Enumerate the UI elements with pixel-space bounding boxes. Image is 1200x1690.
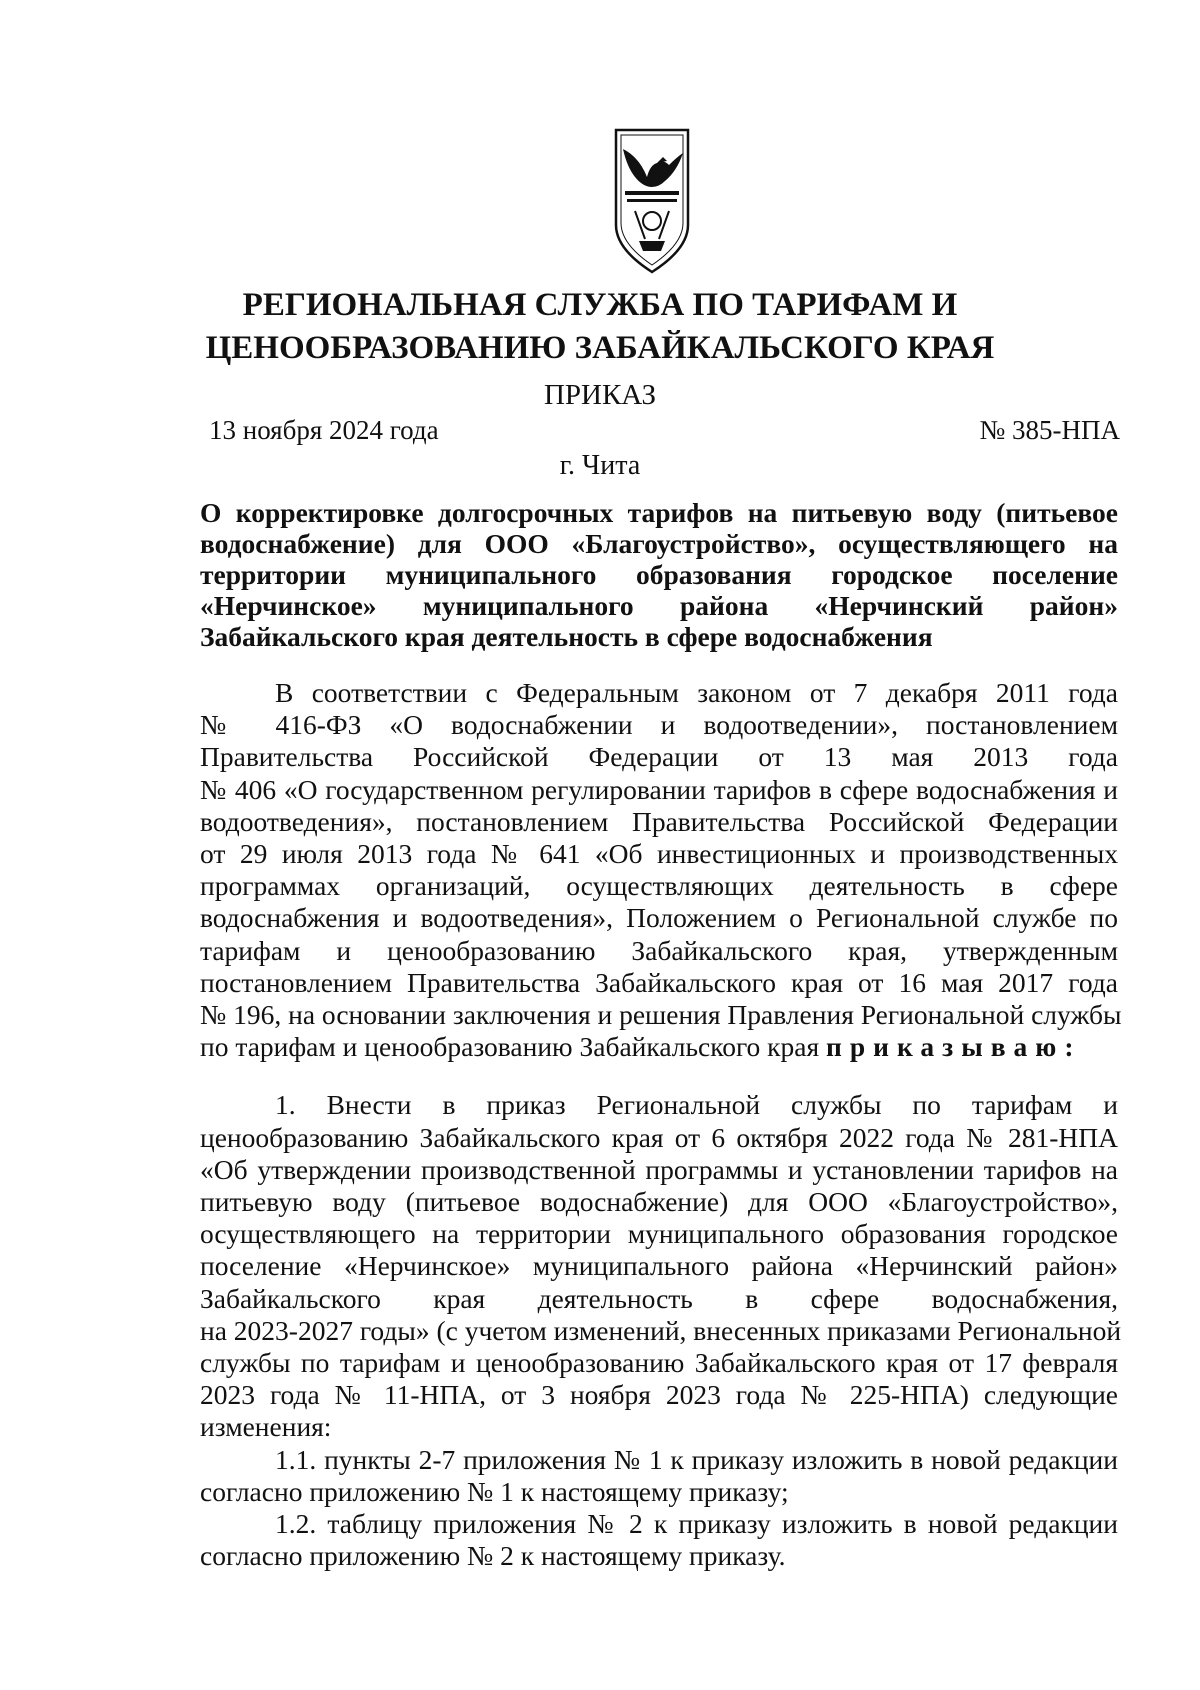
decree-word: приказываю: <box>826 1031 1082 1063</box>
item-1-2-line: согласно приложению № 2 к настоящему приказу. <box>200 1540 786 1572</box>
item-1-line: изменения: <box>200 1411 332 1443</box>
preamble-line: В соответствии с Федеральным законом от 7 декабря 2011 года <box>275 677 1118 708</box>
preamble-line: № 416-ФЗ «О водоснабжении и водоотведении», постановлением <box>200 709 1118 741</box>
item-1-line: поселение «Нерчинское» муниципального района «Нерчинский район» <box>200 1250 1118 1282</box>
title-line: «Нерчинское» муниципального района «Нерчинский район» <box>200 590 1118 621</box>
organization-name <box>200 284 1000 370</box>
title-line: водоснабжение) для ООО «Благоустройство», осуществляющего на <box>200 528 1118 559</box>
preamble-line: от 29 июля 2013 года № 641 «Об инвестиционных и производственных <box>200 838 1118 870</box>
organization-name-line-2: ЦЕНООБРАЗОВАНИЮ ЗАБАЙКАЛЬСКОГО КРАЯ <box>205 330 995 366</box>
document-body <box>200 677 1122 1572</box>
preamble-line: тарифам и ценообразованию Забайкальского края, утвержденным <box>200 934 1118 966</box>
item-1-line: ценообразованию Забайкальского края от 6 октября 2022 года № 281-НПА <box>200 1121 1118 1153</box>
preamble-line: № 406 «О государственном регулировании тарифов в сфере водоснабжения и <box>200 773 1118 805</box>
document-title <box>200 497 1118 652</box>
preamble-paragraph <box>200 677 1122 1063</box>
preamble-last-line <box>200 1031 1118 1063</box>
item-1-2-line: 1.2. таблицу приложения № 2 к приказу изложить в новой редакции <box>275 1508 1118 1540</box>
preamble-line: Правительства Российской Федерации от 13 мая 2013 года <box>200 741 1118 773</box>
coat-of-arms-icon <box>613 127 691 275</box>
item-1-line: 2023 года № 11-НПА, от 3 ноября 2023 года № 225-НПА) следующие <box>200 1379 1118 1411</box>
title-line: Забайкальского края деятельность в сфере водоснабжения <box>200 621 933 652</box>
item-1-1-paragraph <box>200 1444 1118 1508</box>
item-1-paragraph <box>200 1089 1122 1443</box>
organization-name-line-1: РЕГИОНАЛЬНАЯ СЛУЖБА ПО ТАРИФАМ И <box>242 287 958 323</box>
item-1-1-line: согласно приложению № 1 к настоящему приказу; <box>200 1475 789 1507</box>
item-1-line: на 2023-2027 годы» (с учетом изменений, внесенных приказами Региональной <box>200 1314 1122 1346</box>
document-type: ПРИКАЗ <box>543 379 657 411</box>
item-1-line: осуществляющего на территории муниципального образования городское <box>200 1218 1118 1250</box>
preamble-line: по тарифам и ценообразованию Забайкальского края <box>200 1031 820 1063</box>
document-city: г. Чита <box>559 450 641 481</box>
preamble-line: постановлением Правительства Забайкальского края от 16 мая 2017 года <box>200 966 1118 998</box>
document-date: 13 ноября 2024 года <box>209 415 439 445</box>
preamble-line: водоснабжения и водоотведения», Положением о Региональной службе по <box>200 902 1118 934</box>
item-1-line: питьевую воду (питьевое водоснабжение) для ООО «Благоустройство», <box>200 1186 1118 1218</box>
item-1-line: Забайкальского края деятельность в сфере водоснабжения, <box>200 1282 1118 1314</box>
item-1-line: 1. Внести в приказ Региональной службы по тарифам и <box>275 1089 1118 1121</box>
preamble-line: № 196, на основании заключения и решения Правления Региональной службы <box>200 999 1122 1031</box>
title-line: территории муниципального образования городское поселение <box>200 559 1118 590</box>
document-number: № 385-НПА <box>979 415 1120 445</box>
item-1-1-line: 1.1. пункты 2-7 приложения № 1 к приказу изложить в новой редакции <box>275 1443 1118 1475</box>
preamble-line: водоотведения», постановлением Правительства Российской Федерации <box>200 805 1118 837</box>
item-1-2-paragraph <box>200 1508 1118 1572</box>
preamble-line: программах организаций, осуществляющих деятельность в сфере <box>200 870 1118 902</box>
item-1-line: службы по тарифам и ценообразованию Забайкальского края от 17 февраля <box>200 1347 1118 1379</box>
title-line: О корректировке долгосрочных тарифов на питьевую воду (питьевое <box>200 497 1118 528</box>
item-1-line: «Об утверждении производственной программы и установлении тарифов на <box>200 1153 1118 1185</box>
